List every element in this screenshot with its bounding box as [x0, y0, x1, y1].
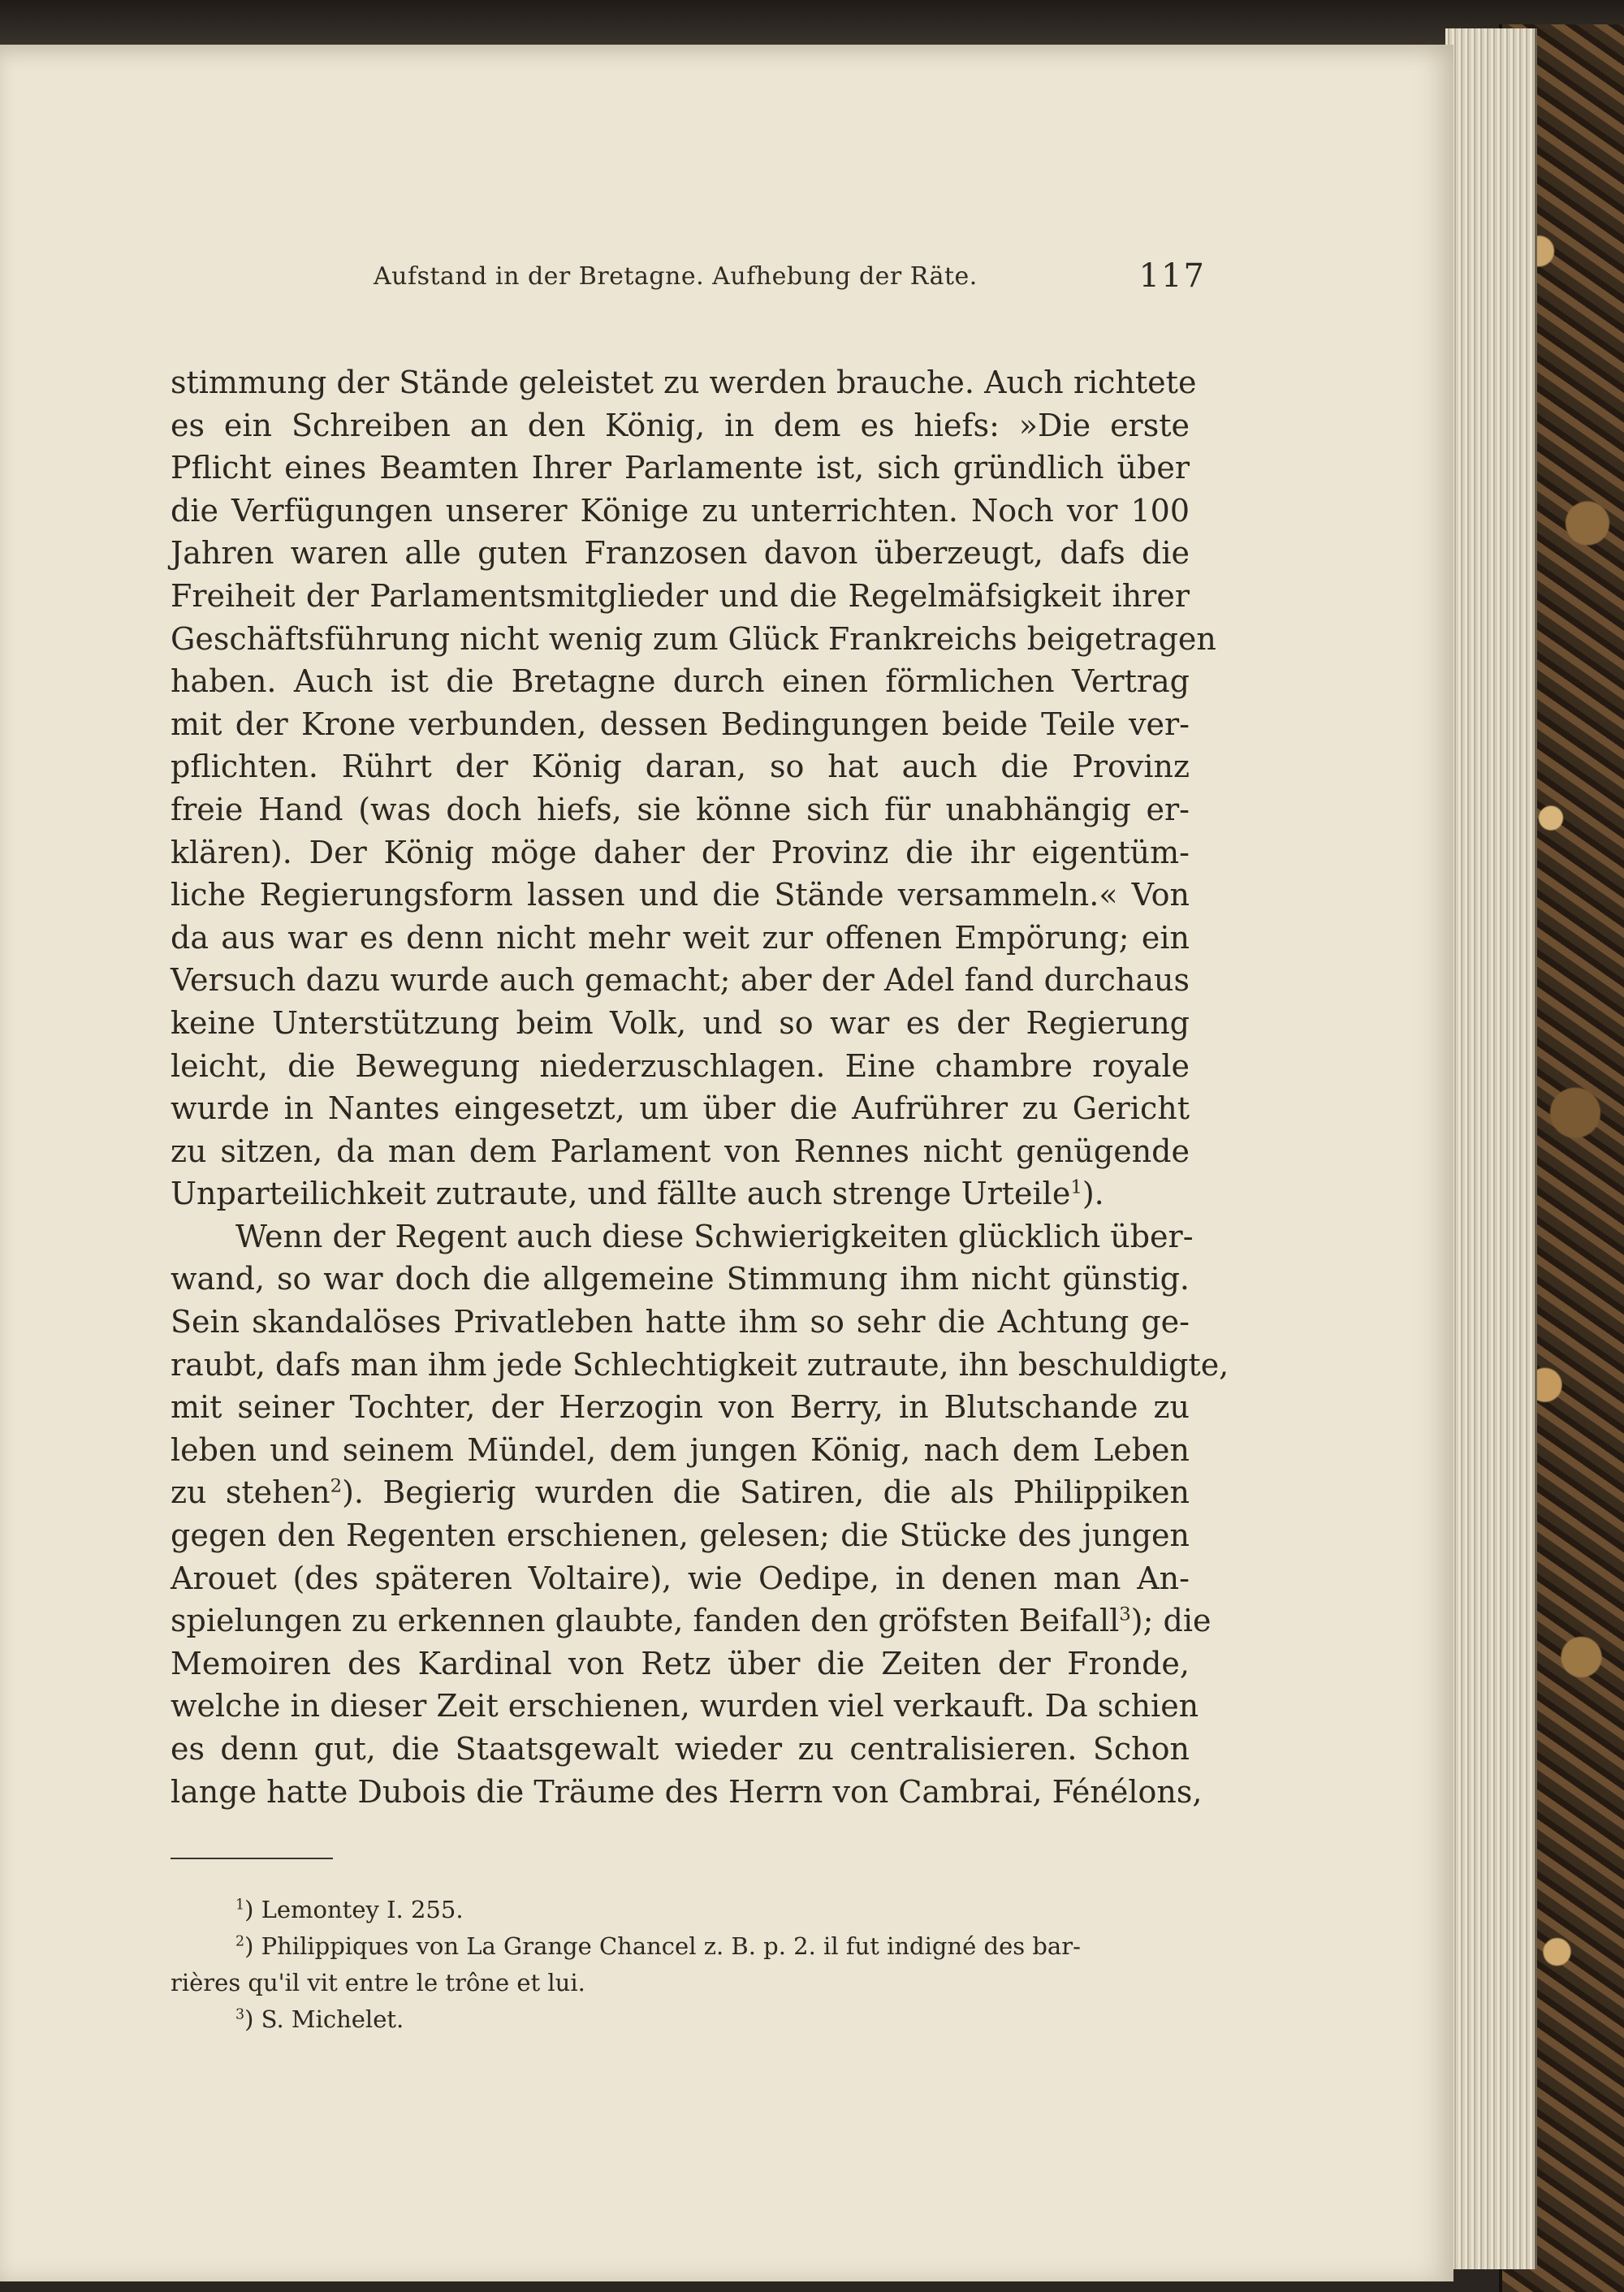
footnote — [171, 1928, 1190, 1965]
scan-background-top — [0, 0, 1624, 49]
text-line: gegen den Regenten erschienen, gelesen; die Stücke des jungen — [171, 1517, 1190, 1554]
text-line: keine Unterstützung beim Volk, und so war es der Regierung — [171, 1004, 1190, 1041]
text-line: stimmung der Stände geleistet zu werden brauche. Auch richtete — [171, 365, 1197, 400]
text-line: wand, so war doch die allgemeine Stimmung ihm nicht günstig. — [171, 1261, 1190, 1297]
text-line — [171, 1599, 1212, 1642]
text-line: lange hatte Dubois die Träume des Herrn von Cambrai, Fénélons, — [171, 1773, 1203, 1810]
text-line — [171, 1172, 1190, 1215]
running-head — [374, 254, 1206, 303]
text-line: Jahren waren alle guten Franzosen davon überzeugt, dafs die — [171, 535, 1190, 572]
text-line: es ein Schreiben an den König, in dem es hiefs: »Die erste — [171, 407, 1190, 443]
text-fragment: Unparteilichkeit zutraute, und fällte auch strenge Urteile — [171, 1176, 1071, 1212]
footnote-text: ) Lemontey I. 255. — [244, 1896, 464, 1923]
text-fragment: ). Begierig wurden die Satiren, die als Philippiken — [342, 1474, 1190, 1511]
text-line: Memoiren des Kardinal von Retz über die Zeiten der Fronde, — [171, 1645, 1190, 1681]
text-line: raubt, dafs man ihm jede Schlechtigkeit zutraute, ihn beschuldigte, — [171, 1346, 1229, 1383]
footnote — [171, 1892, 1190, 1928]
text-line — [171, 1471, 1190, 1514]
footnote-ref: 1 — [1070, 1176, 1082, 1198]
footnote-text: rières qu'il vit entre le trône et lui. — [171, 1969, 585, 1996]
running-title: Aufstand in der Bretagne. Aufhebung der Räte. — [374, 262, 978, 291]
footnote-ref: 3 — [1119, 1604, 1131, 1625]
text-line: liche Regierungsform lassen und die Stände versammeln.« Von — [171, 877, 1190, 913]
text-line: welche in dieser Zeit erschienen, wurden viel verkauft. Da schien — [171, 1688, 1199, 1724]
text-fragment: ); die — [1130, 1603, 1212, 1639]
text-line: Pflicht eines Beamten Ihrer Parlamente ist, sich gründlich über — [171, 450, 1190, 486]
text-fragment: ). — [1082, 1176, 1104, 1212]
text-line: mit seiner Tochter, der Herzogin von Berry, in Blutschande zu — [171, 1389, 1190, 1426]
text-line: da aus war es denn nicht mehr weit zur offenen Empörung; ein — [171, 919, 1190, 956]
text-line: Arouet (des späteren Voltaire), wie Oedipe, in denen man An- — [171, 1560, 1190, 1596]
text-line: leicht, die Bewegung niederzuschlagen. Eine chambre royale — [171, 1047, 1190, 1084]
page-stack-edge — [1445, 28, 1537, 2269]
text-line: Freiheit der Parlamentsmitglieder und die Regelmäfsigkeit ihrer — [171, 577, 1190, 614]
footnote-marker: 3 — [235, 2006, 245, 2023]
text-line: Geschäftsführung nicht wenig zum Glück Frankreichs beigetragen — [171, 620, 1216, 657]
footnote-marker: 1 — [235, 1897, 245, 1914]
footnote — [171, 2001, 1190, 2038]
body-text — [171, 361, 1229, 1813]
footnote-ref: 2 — [330, 1475, 343, 1497]
text-line: wurde in Nantes eingesetzt, um über die Aufrührer zu Gericht — [171, 1090, 1190, 1127]
footnote-divider — [171, 1858, 333, 1859]
text-line: Wenn der Regent auch diese Schwierigkeiten glücklich über- — [235, 1218, 1194, 1254]
text-line: die Verfügungen unserer Könige zu unterrichten. Noch vor 100 — [171, 492, 1190, 529]
text-line: freie Hand (was doch hiefs, sie könne sich für unabhängig er- — [171, 791, 1190, 827]
text-line: es denn gut, die Staatsgewalt wieder zu centralisieren. Schon — [171, 1731, 1190, 1767]
text-line: leben und seinem Mündel, dem jungen König, nach dem Leben — [171, 1431, 1190, 1468]
text-line: klären). Der König möge daher der Provinz die ihr eigentüm- — [171, 834, 1190, 870]
footnotes — [171, 1892, 1190, 2038]
text-fragment: zu stehen — [171, 1474, 330, 1511]
footnote-text: ) S. Michelet. — [244, 2005, 404, 2033]
text-line: pflichten. Rührt der König daran, so hat auch die Provinz — [171, 749, 1190, 785]
page-number: 117 — [1138, 257, 1206, 295]
text-line: zu sitzen, da man dem Parlament von Rennes nicht genügende — [171, 1133, 1190, 1169]
text-line: mit der Krone verbunden, dessen Bedingungen beide Teile ver- — [171, 706, 1190, 742]
text-fragment: spielungen zu erkennen glaubte, fanden den gröfsten Beifall — [171, 1603, 1120, 1639]
text-line: Versuch dazu wurde auch gemacht; aber der Adel fand durchaus — [171, 962, 1190, 999]
text-line: Sein skandalöses Privatleben hatte ihm so sehr die Achtung ge- — [171, 1304, 1190, 1340]
text-line: haben. Auch ist die Bretagne durch einen förmlichen Vertrag — [171, 663, 1190, 700]
footnote-marker: 2 — [235, 1933, 245, 1950]
footnote-text: ) Philippiques von La Grange Chancel z. B. p. 2. il fut indigné des bar- — [244, 1932, 1081, 1960]
footnote-continuation — [171, 1965, 1190, 2001]
book-page — [0, 45, 1453, 2281]
